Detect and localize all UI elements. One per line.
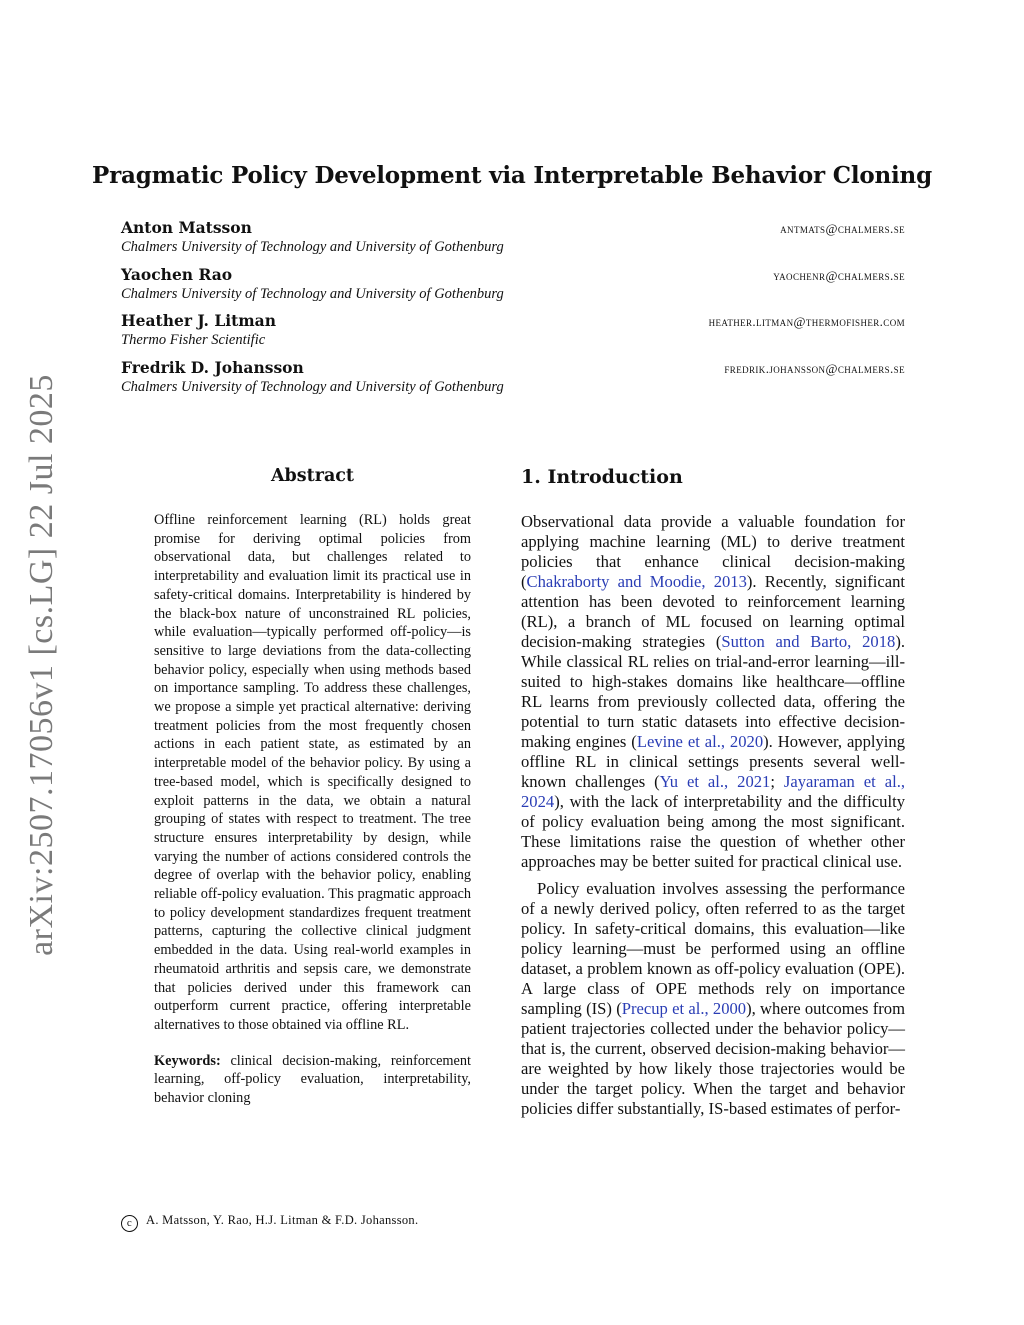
citation-link[interactable]: Jayaraman et al., 2024 [521, 772, 905, 811]
introduction-column [521, 466, 905, 1119]
author-name: Yaochen Rao [121, 264, 233, 284]
author-email[interactable]: antmats@chalmers.se [780, 221, 905, 236]
intro-paragraph-1 [521, 512, 905, 872]
intro-paragraph-2 [521, 879, 905, 1119]
author-block [121, 265, 905, 312]
copyright-icon: c [121, 1215, 138, 1232]
author-affiliation: Thermo Fisher Scientific [121, 332, 266, 348]
citation-link[interactable]: Chakraborty and Moodie, 2013 [526, 572, 747, 591]
keywords [154, 1052, 471, 1108]
text-run: Observational data provide a valuable foundation for applying machine learning (ML) to derive treatment policies that enhance clinical decision-making ( [521, 512, 905, 591]
author-affiliation: Chalmers University of Technology and University of Gothenburg [121, 378, 504, 395]
author-affiliation: Chalmers University of Technology and University of Gothenburg [121, 239, 504, 255]
author-name: Anton Matsson [121, 218, 252, 237]
text-run: ). While classical RL relies on trial-and-error learning—ill-suited to high-stakes domains like healthcare—offline RL learns from previously collected data, offering the potential to turn static datasets into effective decision-making engines ( [521, 632, 905, 751]
abstract-heading: Abstract [270, 466, 355, 486]
keywords-label: Keywords: [154, 1052, 221, 1069]
author-affiliation: Chalmers University of Technology and University of Gothenburg [121, 285, 504, 302]
author-name: Heather J. Litman [121, 311, 276, 330]
paper-title: Pragmatic Policy Development via Interpretable Behavior Cloning [92, 162, 932, 189]
author-block [121, 358, 905, 405]
copyright-text: A. Matsson, Y. Rao, H.J. Litman & F.D. Johansson. [146, 1213, 419, 1227]
abstract-column [154, 466, 471, 1108]
citation-link[interactable]: Sutton and Barto, 2018 [721, 632, 896, 651]
citation-link[interactable]: Precup et al., 2000 [621, 999, 747, 1018]
abstract-body: Offline reinforcement learning (RL) holds great promise for deriving optimal policies from observational data, but challenges related to interpretability and evaluation limit its practical use in safety-critical domains. Interpretability is hindered by the black-box nature of unconstrained RL policies, while evaluation—typically performed off-policy—is sensitive to large deviations from the data-collecting behavior policy, especially when using methods based on importance sampling. To address these challenges, we propose a simple yet practical alternative: deriving treatment policies from the most frequently chosen actions in each patient state, as estimated by an interpretable model of the behavior policy. By using a tree-based model, which is specifically designed to exploit patterns in the data, we obtain a natural grouping of states with respect to treatment. The tree structure ensures interpretability by design, while varying the number of actions considered controls the degree of overlap with the behavior policy, enabling reliable off-policy evaluation. This pragmatic approach to policy development standardizes frequent treatment patterns, capturing the collective clinical judgment embedded in the data. Using real-world examples in rheumatoid arthritis and sepsis care, we demonstrate that policies derived under this framework can outperform current practice, offering interpretable alternatives to those obtained via offline RL. [154, 512, 471, 1033]
text-run: Policy evaluation involves assessing the performance of a newly derived policy, often referred to as the target policy. In safety-critical domains, this evaluation—like policy learning—must be performed using an offline dataset, a problem known as off-policy evaluation (OPE). A large class of OPE methods rely on importance sampling (IS) ( [521, 879, 905, 1018]
arxiv-sidebar [0, 0, 80, 1325]
author-name: Fredrik D. Johansson [121, 357, 304, 377]
keywords-list: clinical decision-making, reinforcement learning, off-policy evaluation, interpretability, behavior cloning [154, 1052, 472, 1107]
text-run: ), where outcomes from patient trajectories collected under the behavior policy—that is, the current, observed decision-making behavior—are weighted by how likely those trajectories would be under the target policy. When the target and behavior policies differ substantially, IS-based estimates of perfor- [521, 999, 905, 1118]
citation-link[interactable]: Yu et al., 2021 [659, 772, 771, 791]
author-email[interactable]: fredrik.johansson@chalmers.se [724, 360, 905, 376]
author-list [121, 218, 905, 404]
section-heading-introduction: 1. Introduction [521, 466, 683, 488]
author-block [121, 218, 905, 265]
citation-link[interactable]: Levine et al., 2020 [636, 732, 764, 751]
copyright-footer [121, 1213, 418, 1232]
arxiv-identifier: arXiv:2507.17056v1 [cs.LG] 22 Jul 2025 [23, 374, 60, 956]
text-run: ). However, applying offline RL in clinical settings presents several well-known challenges ( [521, 732, 906, 791]
author-block [121, 311, 905, 358]
text-run: ; [770, 772, 784, 791]
author-email[interactable]: yaochenr@chalmers.se [773, 267, 905, 283]
author-email[interactable]: heather.litman@thermofisher.com [708, 314, 905, 329]
text-run: ), with the lack of interpretability and the difficulty of policy evaluation being among the most significant. These limitations raise the question of whether other approaches may be better suited for practical clinical use. [521, 792, 905, 871]
text-run: ). Recently, significant attention has been devoted to reinforcement learning (RL), a branch of ML focused on learning optimal decision-making strategies ( [521, 572, 905, 651]
